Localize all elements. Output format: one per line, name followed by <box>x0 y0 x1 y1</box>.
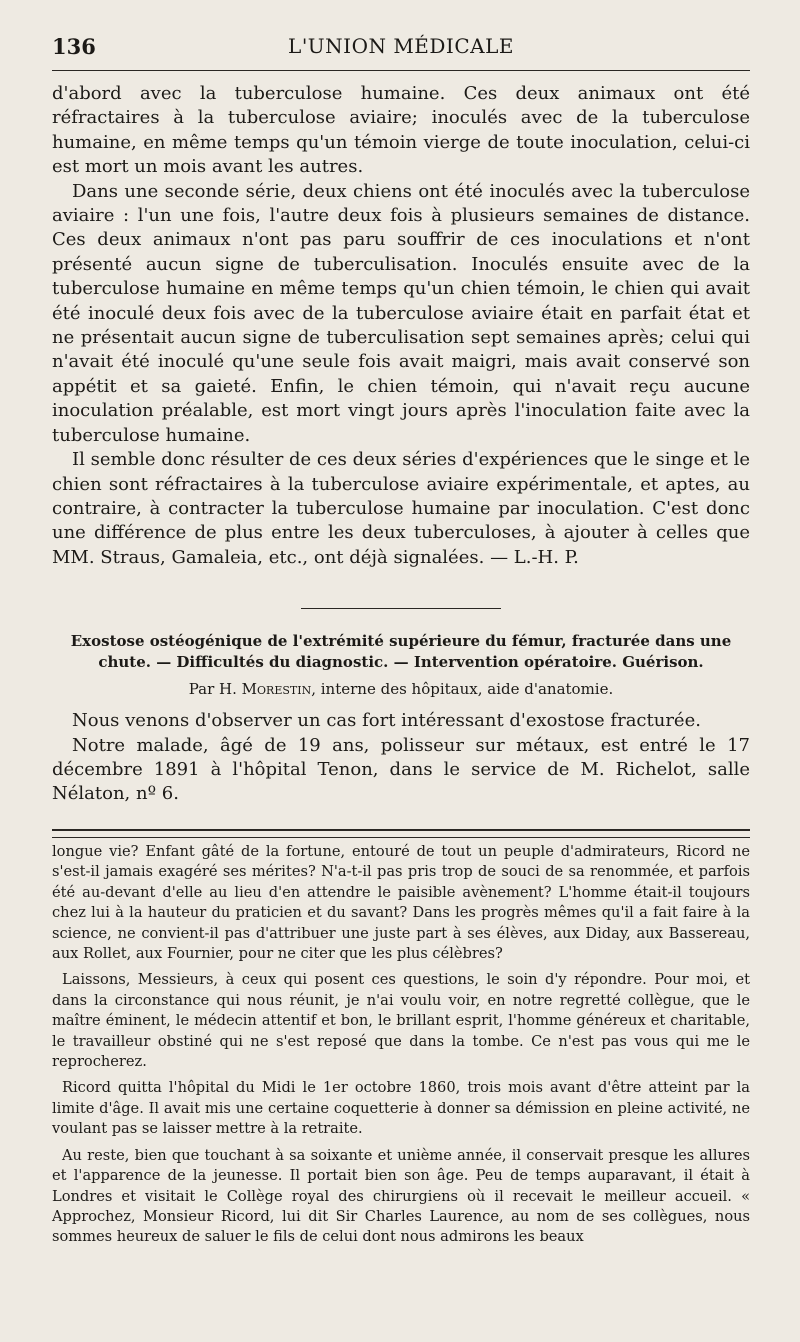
article-intro <box>52 709 750 807</box>
page-header <box>52 34 750 68</box>
main-paragraph-1: d'abord avec la tuberculose humaine. Ces deux animaux ont été réfractaires à la tuberculose aviaire; inoculés avec de la tuberculose humaine, en même temps qu'un témoin vierge de toute inoculation, celui-ci est mort un mois avant les autres. <box>52 83 750 178</box>
feuilleton <box>52 842 750 1254</box>
byline <box>52 679 750 699</box>
main-paragraph-3-text: Il semble donc résulter de ces deux séries d'expériences que le singe et le chien sont réfractaires à la tuberculose aviaire expérimentale, et aptes, au contraire, à contracter la tuberculose humaine par inoculation. C'est donc une différence de plus entre les deux tuberculoses, à ajouter à celles que MM. Straus, Gamaleia, etc., ont déjà signalées. <box>52 449 750 568</box>
main-text <box>52 82 750 807</box>
running-title: L'UNION MÉDICALE <box>288 34 514 58</box>
header-rule <box>52 70 750 71</box>
page-number: 136 <box>52 34 96 59</box>
feuilleton-paragraph-4: Au reste, bien que touchant à sa soixante et unième année, il conservait presque les allures et l'apparence de la jeunesse. Il portait bien son âge. Peu de temps auparavant, il était à Londres et visitait le Collège royal des chirurgiens où il recevait le meilleur accueil. « Approchez, Monsieur Ricord, lui dit Sir Charles Laurence, au nom de ses collègues, nous sommes heureux de saluer le fils de celui dont nous admirons les beaux <box>52 1146 750 1246</box>
signature: — L.-H. P. <box>490 546 579 568</box>
main-paragraph-2: Dans une seconde série, deux chiens ont été inoculés avec la tuberculose aviaire : l'un une fois, l'autre deux fois à plusieurs semaines de distance. Ces deux animaux n'ont pas paru souffrir de ces inoculations et n'ont présenté aucun signe de tuberculisation. Inoculés ensuite avec de la tuberculose humaine en même temps qu'un chien témoin, le chien qui avait été inoculé deux fois avec de la tuberculose aviaire était en parfait état et ne présentait aucun signe de tuberculisation sept semaines après; celui qui n'avait été inoculé qu'une seule fois avait maigri, mais avait conservé son appétit et sa gaieté. Enfin, le chien témoin, qui n'avait reçu aucune inoculation préalable, est mort vingt jours après l'inoculation faite avec la tuberculose humaine. <box>52 180 750 446</box>
feuilleton-paragraph-1: longue vie? Enfant gâté de la fortune, entouré de tout un peuple d'admirateurs, Ricord ne s'est-il jamais exagéré ses mérites? N'a-t-il pas pris trop de souci de sa renommée, et parfois été au-devant d'elle au lieu d'en attendre le paisible avènement? L'homme était-il toujours chez lui à la hauteur du praticien et du savant? Dans les progrès mêmes qu'il a fait faire à la science, ne convient-il pas d'attribuer une juste part à ses élèves, aux Diday, aux Bassereau, aux Rollet, aux Fournier, pour ne citer que les plus célèbres? <box>52 843 750 963</box>
article-paragraph-1: Nous venons d'observer un cas fort intéressant d'exostose fracturée. <box>72 710 701 732</box>
byline-prefix: Par H. <box>188 680 237 699</box>
byline-suffix: , interne des hôpitaux, aide d'anatomie. <box>311 680 614 699</box>
section-separator <box>301 608 501 609</box>
author-name: Morestin <box>241 680 312 699</box>
feuilleton-paragraph-2: Laissons, Messieurs, à ceux qui posent ces questions, le soin d'y répondre. Pour moi, et dans la circonstance qui nous réunit, je n'ai voulu voir, en notre regretté collègue, que le maître éminent, le médecin attentif et bon, le brillant esprit, l'homme généreux et charitable, le travailleur obstiné qui ne s'est reposé que dans la tombe. Ce n'est pas vous qui me le reprocherez. <box>52 971 750 1071</box>
main-paragraph-3 <box>52 448 750 570</box>
article-title: Exostose ostéogénique de l'extrémité supérieure du fémur, fracturée dans une chute. — Difficultés du diagnostic. — Intervention opératoire. Guérison. <box>70 632 732 672</box>
article-paragraph-2: Notre malade, âgé de 19 ans, polisseur sur métaux, est entré le 17 décembre 1891 à l'hôpital Tenon, dans le service de M. Richelot, salle Nélaton, nº 6. <box>52 734 750 805</box>
feuilleton-rule <box>52 829 750 838</box>
feuilleton-paragraph-3: Ricord quitta l'hôpital du Midi le 1er octobre 1860, trois mois avant d'être atteint par la limite d'âge. Il avait mis une certaine coquetterie à donner sa démission en pleine activité, ne voulant pas se laisser mettre à la retraite. <box>52 1079 750 1138</box>
